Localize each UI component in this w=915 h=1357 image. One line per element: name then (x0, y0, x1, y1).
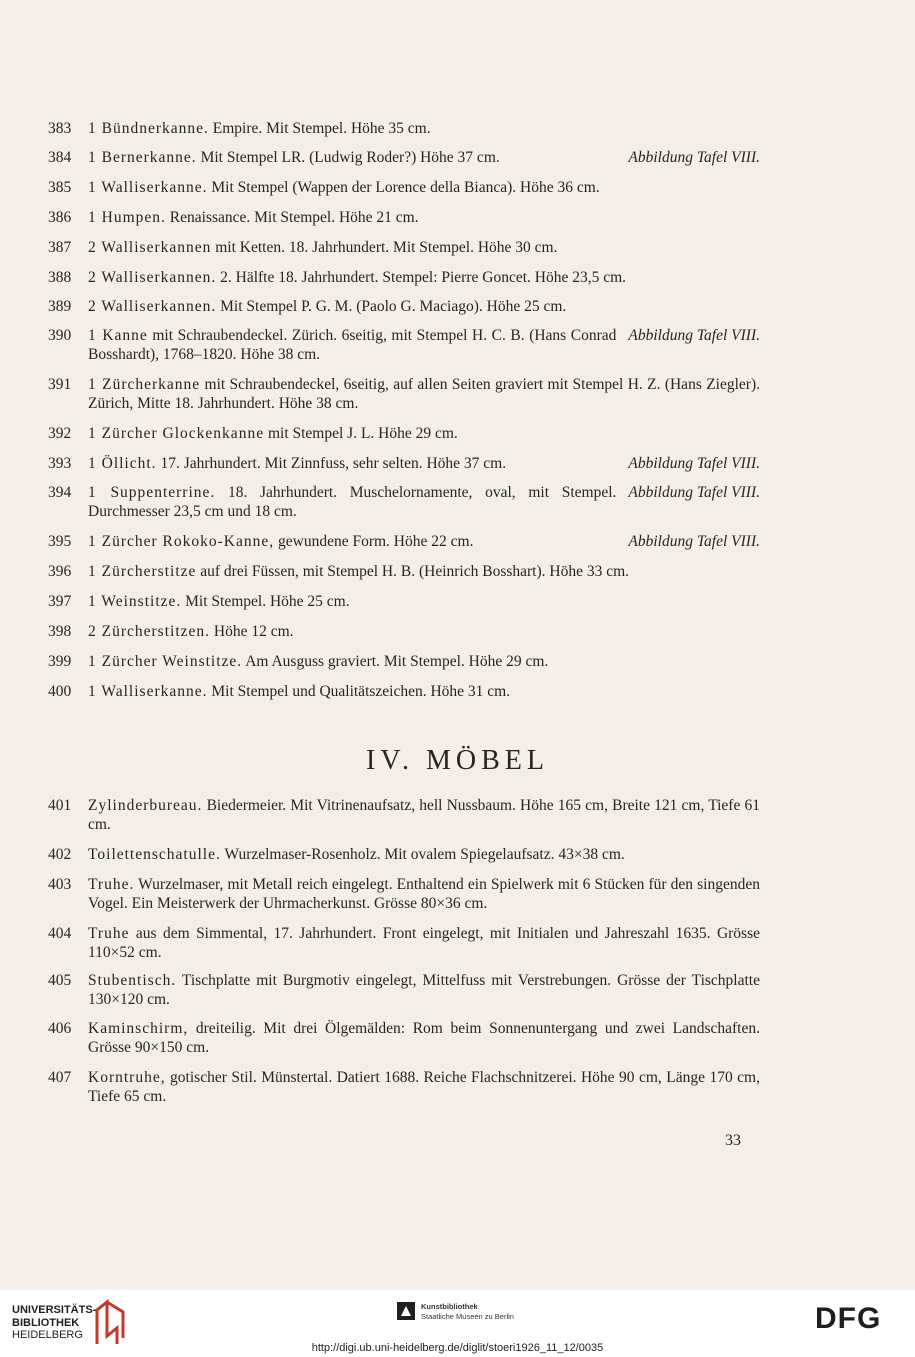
entry-number: 406 (48, 1020, 72, 1037)
catalog-entry (48, 178, 760, 197)
dfg-logo[interactable]: DFG (815, 1302, 882, 1335)
entry-lead: 1 Zürcherstitze (88, 563, 197, 580)
catalog-entry (48, 268, 760, 287)
catalog-entry (48, 924, 760, 962)
figure-reference: Abbildung Tafel VIII. (628, 533, 760, 550)
catalog-entry (48, 845, 760, 864)
entry-lead: 1 Öllicht. (88, 455, 157, 472)
section-heading: IV. MÖBEL (366, 745, 549, 776)
entry-body (88, 845, 760, 864)
entry-text: Am Ausguss graviert. Mit Stempel. Höhe 29 cm. (242, 653, 549, 670)
kb-line1: Kunstbibliothek (421, 1302, 478, 1311)
entry-lead: 1 Bündnerkanne. (88, 120, 209, 137)
figure-reference: Abbildung Tafel VIII. (628, 327, 760, 344)
entry-text: Mit Stempel und Qualitätszeichen. Höhe 31 cm. (207, 683, 511, 700)
entry-lead: 1 Walliserkanne. (88, 179, 208, 196)
entry-number: 400 (48, 683, 72, 700)
entry-text: mit Schraubendeckel, 6seitig, auf allen Seiten graviert mit Stempel H. Z. (Hans Ziegler). Zürich, Mitte 18. Jahrhundert. Höhe 38 cm. (88, 376, 760, 412)
entry-lead: Zylinderbureau. (88, 797, 203, 814)
entry-number: 404 (48, 925, 72, 942)
entry-number: 407 (48, 1069, 72, 1086)
entry-body (88, 971, 760, 1009)
entry-body (88, 375, 760, 413)
figure-reference: Abbildung Tafel VIII. (628, 455, 760, 472)
entry-number: 394 (48, 484, 72, 501)
catalog-entry (48, 297, 760, 316)
entry-text: gotischer Stil. Münstertal. Datiert 1688. Reiche Flachschnitzerei. Höhe 90 cm, Länge 170 cm, Tiefe 65 cm. (88, 1069, 760, 1105)
catalog-entry (48, 562, 760, 581)
entry-text: Wurzelmaser-Rosenholz. Mit ovalem Spiegelaufsatz. 43×38 cm. (220, 846, 625, 863)
catalog-entry (48, 148, 760, 167)
entry-number: 390 (48, 327, 72, 344)
entry-text: Empire. Mit Stempel. Höhe 35 cm. (208, 120, 431, 137)
permalink-url[interactable]: http://digi.ub.uni-heidelberg.de/diglit/stoeri1926_11_12/0035 (311, 1342, 604, 1354)
entry-lead: 1 Zürcher Glockenkanne (88, 425, 265, 442)
entry-text: auf drei Füssen, mit Stempel H. B. (Heinrich Bosshart). Höhe 33 cm. (196, 563, 630, 580)
uni-logo-line1: UNIVERSITÄTS- (12, 1304, 97, 1316)
entry-text: Höhe 12 cm. (210, 623, 294, 640)
entry-lead: Kaminschirm, (88, 1020, 189, 1037)
entry-number: 397 (48, 593, 72, 610)
entry-body (88, 796, 760, 834)
entry-text: mit Schraubendeckel. Zürich. 6seitig, mit Stempel H. C. B. (Hans Conrad Bosshardt), 1768–1820. Höhe 38 cm. (88, 327, 617, 363)
entry-body (88, 297, 760, 316)
entry-body (88, 592, 760, 611)
entry-number: 384 (48, 149, 72, 166)
entry-lead: 1 Weinstitze. (88, 593, 182, 610)
kunstbibliothek-logo[interactable] (397, 1302, 514, 1322)
catalog-entry (48, 238, 760, 257)
entry-text: Mit Stempel (Wappen der Lorence della Bianca). Höhe 36 cm. (207, 179, 600, 196)
entry-text: mit Ketten. 18. Jahrhundert. Mit Stempel. Höhe 30 cm. (211, 239, 558, 256)
entry-text: 17. Jahrhundert. Mit Zinnfuss, sehr selten. Höhe 37 cm. (156, 455, 507, 472)
entry-body (88, 454, 760, 473)
entry-text: Mit Stempel. Höhe 25 cm. (181, 593, 350, 610)
catalog-entry (48, 454, 760, 473)
entry-lead: 2 Walliserkannen. (88, 298, 217, 315)
catalog-entry (48, 622, 760, 641)
entry-lead: 1 Humpen. (88, 209, 166, 226)
entry-text: Mit Stempel LR. (Ludwig Roder?) Höhe 37 cm. (196, 149, 500, 166)
entry-body (88, 652, 760, 671)
catalog-entry (48, 875, 760, 913)
catalog-entry (48, 483, 760, 521)
footer-bar (0, 1290, 915, 1357)
entry-text: Wurzelmaser, mit Metall reich eingelegt. Enthaltend ein Spielwerk mit 6 Stücken für den singenden Vogel. Ein Meisterwerk der Uhrmacherkunst. Grösse 80×36 cm. (88, 876, 760, 912)
entry-number: 385 (48, 179, 72, 196)
entry-text: 2. Hälfte 18. Jahrhundert. Stempel: Pierre Goncet. Höhe 23,5 cm. (216, 269, 627, 286)
entry-number: 391 (48, 376, 72, 393)
entry-body (88, 119, 760, 138)
entry-body (88, 483, 760, 521)
entry-number: 389 (48, 298, 72, 315)
entry-lead: Truhe. (88, 876, 135, 893)
entry-body (88, 1019, 760, 1057)
entry-lead: Stubentisch. (88, 972, 177, 989)
entry-number: 396 (48, 563, 72, 580)
catalog-entry (48, 971, 760, 1009)
entry-number: 398 (48, 623, 72, 640)
entry-number: 401 (48, 797, 72, 814)
catalog-entry (48, 532, 760, 551)
entry-text: mit Stempel J. L. Höhe 29 cm. (264, 425, 458, 442)
catalog-entry (48, 119, 760, 138)
entry-body (88, 238, 760, 257)
catalog-entry (48, 375, 760, 413)
uni-logo-line3: HEIDELBERG (12, 1329, 83, 1341)
entry-text: aus dem Simmental, 17. Jahrhundert. Front eingelegt, mit Initialen und Jahreszahl 1635. Grösse 110×52 cm. (88, 925, 760, 961)
entry-number: 399 (48, 653, 72, 670)
entry-number: 386 (48, 209, 72, 226)
entry-text: Mit Stempel P. G. M. (Paolo G. Maciago). Höhe 25 cm. (216, 298, 567, 315)
entry-lead: 1 Zürcher Rokoko-Kanne, (88, 533, 275, 550)
entry-body (88, 682, 760, 701)
entry-body (88, 326, 760, 364)
entry-number: 383 (48, 120, 72, 137)
page-number: 33 (725, 1132, 741, 1149)
entry-lead: 2 Zürcherstitzen. (88, 623, 211, 640)
entry-lead: 1 Suppenterrine. (88, 484, 216, 501)
kunstbibliothek-mark-icon (397, 1302, 415, 1320)
catalog-entry (48, 652, 760, 671)
entry-number: 403 (48, 876, 72, 893)
entry-text: gewundene Form. Höhe 22 cm. (274, 533, 474, 550)
entry-body (88, 268, 760, 287)
entry-number: 393 (48, 455, 72, 472)
catalog-entry (48, 1068, 760, 1106)
entry-text: dreiteilig. Mit drei Ölgemälden: Rom beim Sonnenuntergang und zwei Landschaften. Grösse 90×150 cm. (88, 1020, 760, 1056)
entry-lead: 1 Zürcher Weinstitze. (88, 653, 243, 670)
entry-lead: 1 Bernerkanne. (88, 149, 197, 166)
entry-body (88, 1068, 760, 1106)
catalog-entry (48, 424, 760, 443)
entry-lead: 2 Walliserkannen. (88, 269, 217, 286)
entry-text: Renaissance. Mit Stempel. Höhe 21 cm. (165, 209, 419, 226)
entry-number: 402 (48, 846, 72, 863)
entry-text: Biedermeier. Mit Vitrinenaufsatz, hell Nussbaum. Höhe 165 cm, Breite 121 cm, Tiefe 61 cm. (88, 797, 760, 833)
catalog-entry (48, 208, 760, 227)
entry-number: 392 (48, 425, 72, 442)
kb-line2: Staatliche Museen zu Berlin (421, 1312, 514, 1321)
entry-body (88, 622, 760, 641)
entry-body (88, 208, 760, 227)
entry-number: 388 (48, 269, 72, 286)
entry-body (88, 178, 760, 197)
entry-body (88, 562, 760, 581)
uni-logo-line2: BIBLIOTHEK (12, 1316, 80, 1329)
entry-text: Tischplatte mit Burgmotiv eingelegt, Mittelfuss mit Verstrebungen. Grösse der Tischplatte 130×120 cm. (88, 972, 760, 1008)
uni-heidelberg-mark-icon (93, 1298, 127, 1348)
figure-reference: Abbildung Tafel VIII. (628, 484, 760, 501)
university-library-logo[interactable] (12, 1304, 96, 1342)
entry-lead: 1 Walliserkanne. (88, 683, 208, 700)
entry-lead: Truhe (88, 925, 130, 942)
catalog-entry (48, 796, 760, 834)
entry-lead: 1 Zürcherkanne (88, 376, 201, 393)
entry-text: 18. Jahrhundert. Muschelornamente, oval, mit Stempel. Durchmesser 23,5 cm und 18 cm. (88, 484, 617, 520)
catalog-entry (48, 682, 760, 701)
catalog-entry (48, 326, 760, 364)
entry-body (88, 875, 760, 913)
catalog-entry (48, 1019, 760, 1057)
entry-body (88, 924, 760, 962)
entry-body (88, 532, 760, 551)
entry-lead: 1 Kanne (88, 327, 148, 344)
entry-number: 405 (48, 972, 72, 989)
entry-lead: Toilettenschatulle. (88, 846, 221, 863)
figure-reference: Abbildung Tafel VIII. (628, 149, 760, 166)
entry-lead: Korntruhe, (88, 1069, 166, 1086)
entry-body (88, 148, 760, 167)
entry-body (88, 424, 760, 443)
entry-lead: 2 Walliserkannen (88, 239, 212, 256)
entry-number: 387 (48, 239, 72, 256)
entry-number: 395 (48, 533, 72, 550)
catalog-entry (48, 592, 760, 611)
